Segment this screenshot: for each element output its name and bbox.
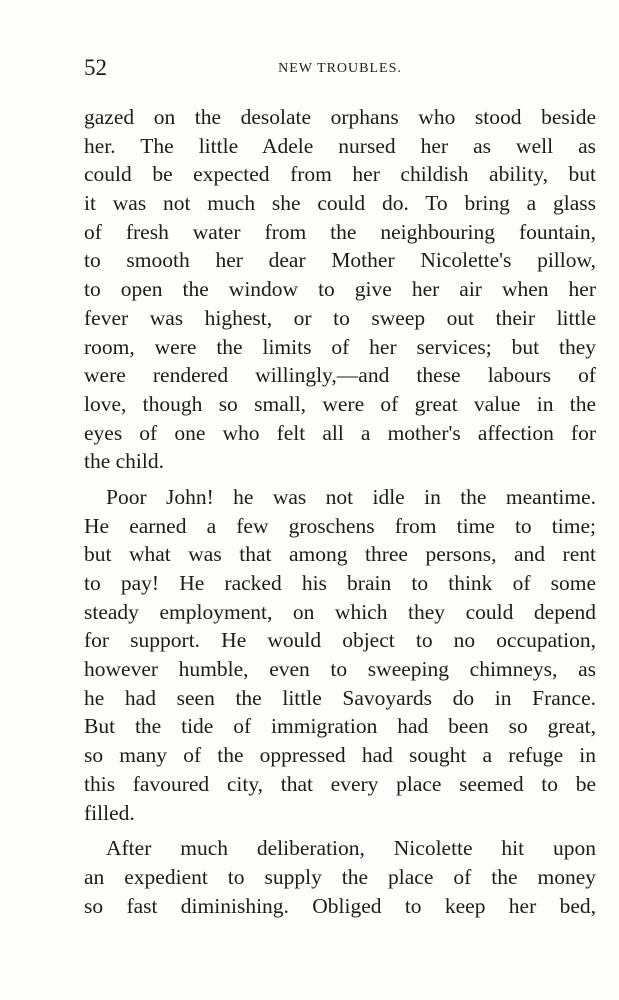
text-line: fever was highest, or to sweep out their little — [84, 305, 596, 330]
running-title: NEW TROUBLES. — [278, 61, 402, 76]
page-number: 52 — [84, 55, 107, 80]
paragraph — [84, 103, 596, 476]
text-line: however humble, even to sweeping chimneys, as — [84, 657, 596, 682]
text-line: were rendered willingly,—and these labours of — [84, 363, 596, 388]
text-line: this favoured city, that every place seemed to be — [84, 771, 596, 796]
text-line: the child. — [84, 449, 165, 474]
paragraph — [84, 834, 596, 920]
text-line: He earned a few groschens from time to time; — [84, 513, 596, 538]
running-header — [84, 55, 596, 85]
text-line: an expedient to supply the place of the money — [84, 864, 596, 889]
text-line: but what was that among three persons, and rent — [84, 542, 596, 567]
text-line: to pay! He racked his brain to think of some — [84, 571, 596, 595]
text-line: But the tide of immigration had been so great, — [84, 714, 596, 739]
text-line: steady employment, on which they could depend — [84, 599, 596, 624]
text-line: her. The little Adele nursed her as well as — [84, 133, 596, 158]
text-line: so many of the oppressed had sought a refuge in — [84, 743, 596, 768]
text-line: gazed on the desolate orphans who stood beside — [84, 105, 596, 129]
text-line: so fast diminishing. Obliged to keep her bed, — [84, 893, 596, 918]
page-body — [84, 103, 596, 920]
text-line: of fresh water from the neighbouring fountain, — [84, 219, 596, 244]
text-line: filled. — [84, 800, 135, 825]
text-line: to smooth her dear Mother Nicolette's pillow, — [84, 248, 596, 273]
text-line: could be expected from her childish ability, but — [84, 162, 596, 187]
text-line: to open the window to give her air when her — [84, 277, 596, 302]
text-line: he had seen the little Savoyards do in France. — [84, 685, 596, 710]
text-line: love, though so small, were of great value in the — [84, 391, 596, 416]
text-line: it was not much she could do. To bring a glass — [84, 191, 596, 216]
text-line: room, were the limits of her services; but they — [84, 334, 596, 359]
text-line: After much deliberation, Nicolette hit upon — [106, 836, 596, 861]
text-line: eyes of one who felt all a mother's affection for — [84, 420, 596, 445]
text-line: for support. He would object to no occupation, — [84, 628, 596, 653]
paragraph — [84, 483, 596, 827]
text-line: Poor John! he was not idle in the meantime. — [106, 484, 596, 509]
